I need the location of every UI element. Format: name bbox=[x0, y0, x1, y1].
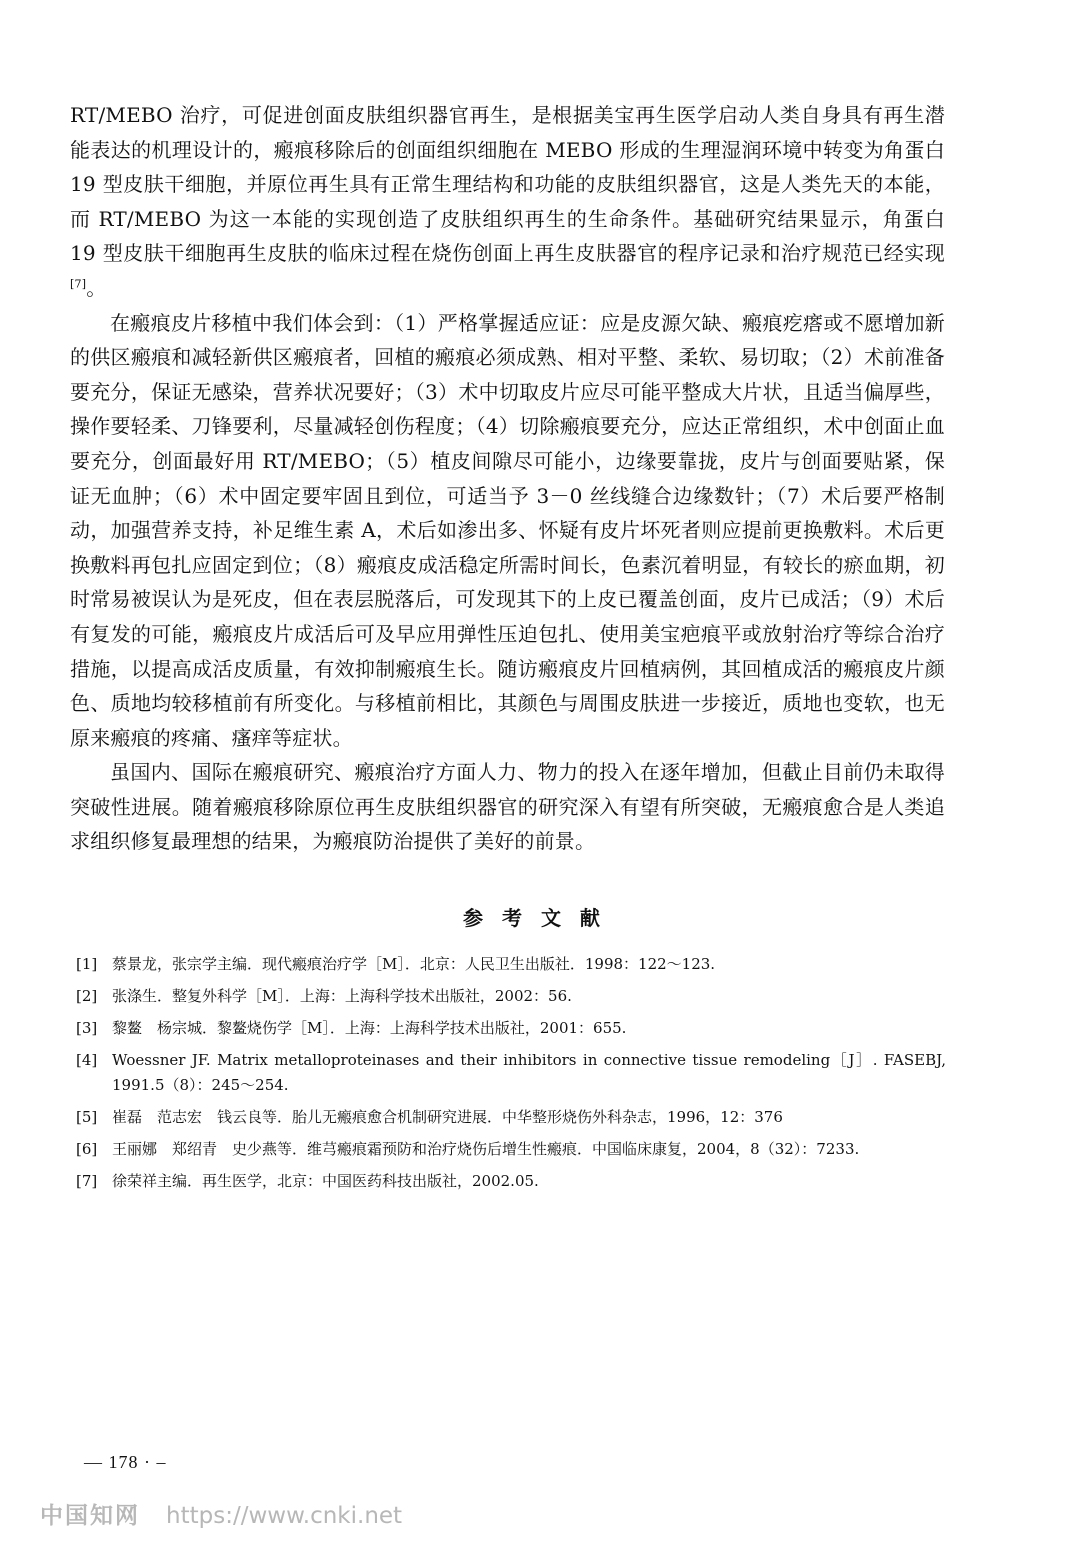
paragraph-2: 在瘢痕皮片移植中我们体会到：（1）严格掌握适应证：应是皮源欠缺、瘢痕疙瘩或不愿增加新的供区瘢痕和减轻新供区瘢痕者，回植的瘢痕必须成熟、相对平整、柔软、易切取；（2）术前准备要充分，保证无感染，营养状况要好；（3）术中切取皮片应尽可能平整成大片状，且适当偏厚些，操作要轻柔、刀锋要利，尽量减轻创伤程度；（4）切除瘢痕要充分，应达正常组织，术中创面止血要充分，创面最好用 RT/MEBO；（5）植皮间隙尽可能小，边缘要靠拢，皮片与创面要贴紧，保证无血肿；（6）术中固定要牢固且到位，可适当予 3－0 丝线缝合边缘数针；（7）术后要严格制动，加强营养支持，补足维生素 A，术后如渗出多、怀疑有皮片坏死者则应提前更换敷料。术后更换敷料再包扎应固定到位；（8）瘢痕皮成活稳定所需时间长，色素沉着明显，有较长的瘀血期，初时常易被误认为是死皮，但在表层脱落后，可发现其下的上皮已覆盖创面，皮片已成活；（9）术后有复发的可能，瘢痕皮片成活后可及早应用弹性压迫包扎、使用美宝疤痕平或放射治疗等综合治疗措施，以提高成活皮质量，有效抑制瘢痕生长。随访瘢痕皮片回植病例，其回植成活的瘢痕皮片颜色、质地均较移植前有所变化。与移植前相比，其颜色与周围皮肤进一步接近，质地也变软，也无原来瘢痕的疼痛、瘙痒等症状。 bbox=[70, 310, 945, 750]
reference-list bbox=[76, 952, 946, 1201]
reference-number: [6] bbox=[76, 1139, 98, 1158]
reference-text: 崔磊 范志宏 钱云良等．胎儿无瘢痕愈合机制研究进展．中华整形烧伤外科杂志，1996，12：376 bbox=[112, 1107, 783, 1126]
reference-number: [1] bbox=[76, 955, 98, 973]
reference-item bbox=[76, 984, 946, 1009]
paragraph-1-tail: 。 bbox=[86, 275, 107, 300]
paragraph-1 bbox=[70, 98, 945, 306]
page-number: — 178 · – bbox=[84, 1452, 167, 1472]
reference-text: 张涤生．整复外科学［M］．上海：上海科学技术出版社，2002：56. bbox=[112, 987, 572, 1005]
reference-text: 蔡景龙，张宗学主编．现代瘢痕治疗学［M］．北京：人民卫生出版社．1998：122～123. bbox=[112, 955, 716, 973]
watermark-url[interactable]: https://www.cnki.net bbox=[166, 1503, 403, 1529]
reference-item bbox=[76, 1169, 946, 1194]
reference-text: 徐荣祥主编．再生医学，北京：中国医药科技出版社，2002.05. bbox=[112, 1171, 539, 1190]
reference-number: [2] bbox=[76, 987, 98, 1005]
cnki-watermark bbox=[40, 1497, 402, 1530]
reference-number: [3] bbox=[76, 1019, 98, 1037]
reference-item bbox=[76, 1137, 946, 1162]
reference-item bbox=[76, 1048, 946, 1097]
reference-number: [7] bbox=[76, 1171, 98, 1190]
paragraph-3: 虽国内、国际在瘢痕研究、瘢痕治疗方面人力、物力的投入在逐年增加，但截止目前仍未取得突破性进展。随着瘢痕移除原位再生皮肤组织器官的研究深入有望有所突破，无瘢痕愈合是人类追求组织修复最理想的结果，为瘢痕防治提供了美好的前景。 bbox=[70, 760, 945, 854]
reference-number: [4] bbox=[76, 1051, 98, 1069]
reference-item bbox=[76, 952, 946, 977]
citation-marker: [7] bbox=[70, 277, 87, 291]
reference-number: [5] bbox=[76, 1107, 98, 1126]
reference-item bbox=[76, 1105, 946, 1130]
watermark-brand: 中国知网 bbox=[40, 1503, 140, 1529]
references-heading: 参 考 文 献 bbox=[463, 906, 606, 930]
reference-text: 王丽娜 郑绍青 史少燕等．维芎瘢痕霜预防和治疗烧伤后增生性瘢痕．中国临床康复，2004，8（32）：7233. bbox=[112, 1139, 860, 1158]
reference-text: 黎鳌 杨宗城．黎鳌烧伤学［M］．上海：上海科学技术出版社，2001：655. bbox=[112, 1019, 627, 1037]
body-text bbox=[70, 98, 945, 859]
reference-item bbox=[76, 1016, 946, 1041]
reference-text: Woessner JF. Matrix metalloproteinases and their inhibitors in connective tissue remodeling［J］. FASEBJ, 1991.5（8）：245～254. bbox=[112, 1051, 946, 1094]
paragraph-1-text: RT/MEBO 治疗，可促进创面皮肤组织器官再生，是根据美宝再生医学启动人类自身具有再生潜能表达的机理设计的，瘢痕移除后的创面组织细胞在 MEBO 形成的生理湿润环境中转变为角蛋白 19 型皮肤干细胞，并原位再生具有正常生理结构和功能的皮肤组织器官，这是人类先天的本能，而 RT/MEBO 为这一本能的实现创造了皮肤组织再生的生命条件。基础研究结果显示，角蛋白 19 型皮肤干细胞再生皮肤的临床过程在烧伤创面上再生皮肤器官的程序记录和治疗规范已经实现 bbox=[70, 103, 945, 266]
